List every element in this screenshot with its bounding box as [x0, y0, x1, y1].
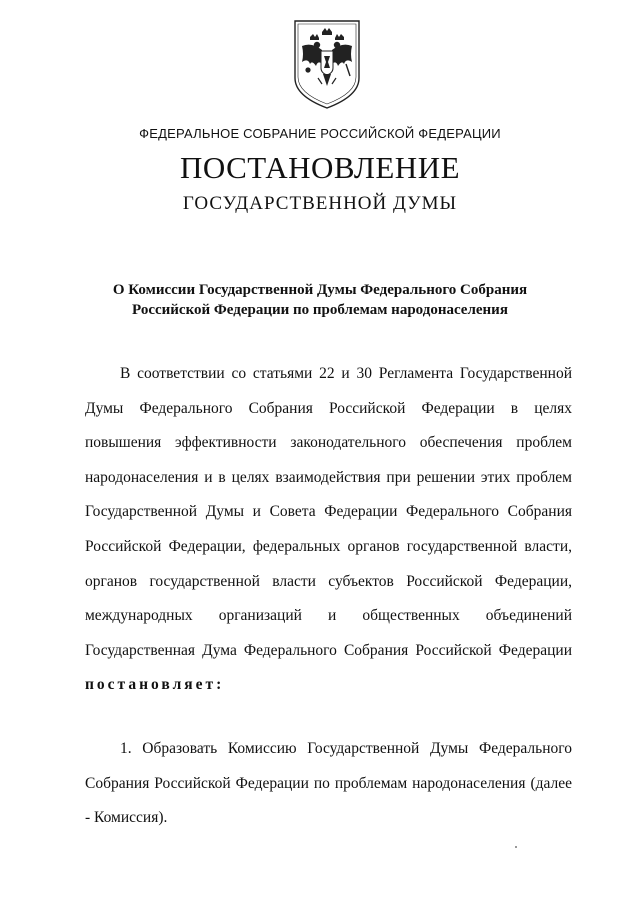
scan-speck — [515, 846, 517, 848]
preamble-text: В соответствии со статьями 22 и 30 Регламента Государственной Думы Федерального Собрания Российской Федерации в целях повышения эффективности законодательного обеспечения проблем народонаселения и в целях взаимодействия при решении этих проблем Государственной Думы и Совета Федерации Федерального Собрания Российской Федерации, федеральных органов государственной власти, органов государственной власти субъектов Российской Федерации, международных организаций и общественных объединений Государственная Дума Федерального Собрания Российской Федерации — [85, 365, 572, 659]
subject-line-2: Российской Федерации по проблемам народонаселения — [132, 302, 508, 318]
resolves-word: постановляет: — [85, 676, 225, 694]
subject-line-1: О Комиссии Государственной Думы Федерального Собрания — [112, 282, 528, 298]
document-subject — [90, 280, 550, 320]
russian-coat-of-arms-icon — [292, 18, 362, 110]
issuing-body: ГОСУДАРСТВЕННОЙ ДУМЫ — [182, 193, 458, 214]
organization-name: ФЕДЕРАЛЬНОЕ СОБРАНИЕ РОССИЙСКОЙ ФЕДЕРАЦИИ — [139, 126, 501, 141]
document-type: ПОСТАНОВЛЕНИЕ — [179, 150, 461, 185]
preamble-paragraph — [85, 357, 572, 703]
item-1-paragraph: 1. Образовать Комиссию Государственной Думы Федерального Собрания Российской Федерации по проблемам народонаселения (далее - Комиссия). — [85, 740, 572, 827]
